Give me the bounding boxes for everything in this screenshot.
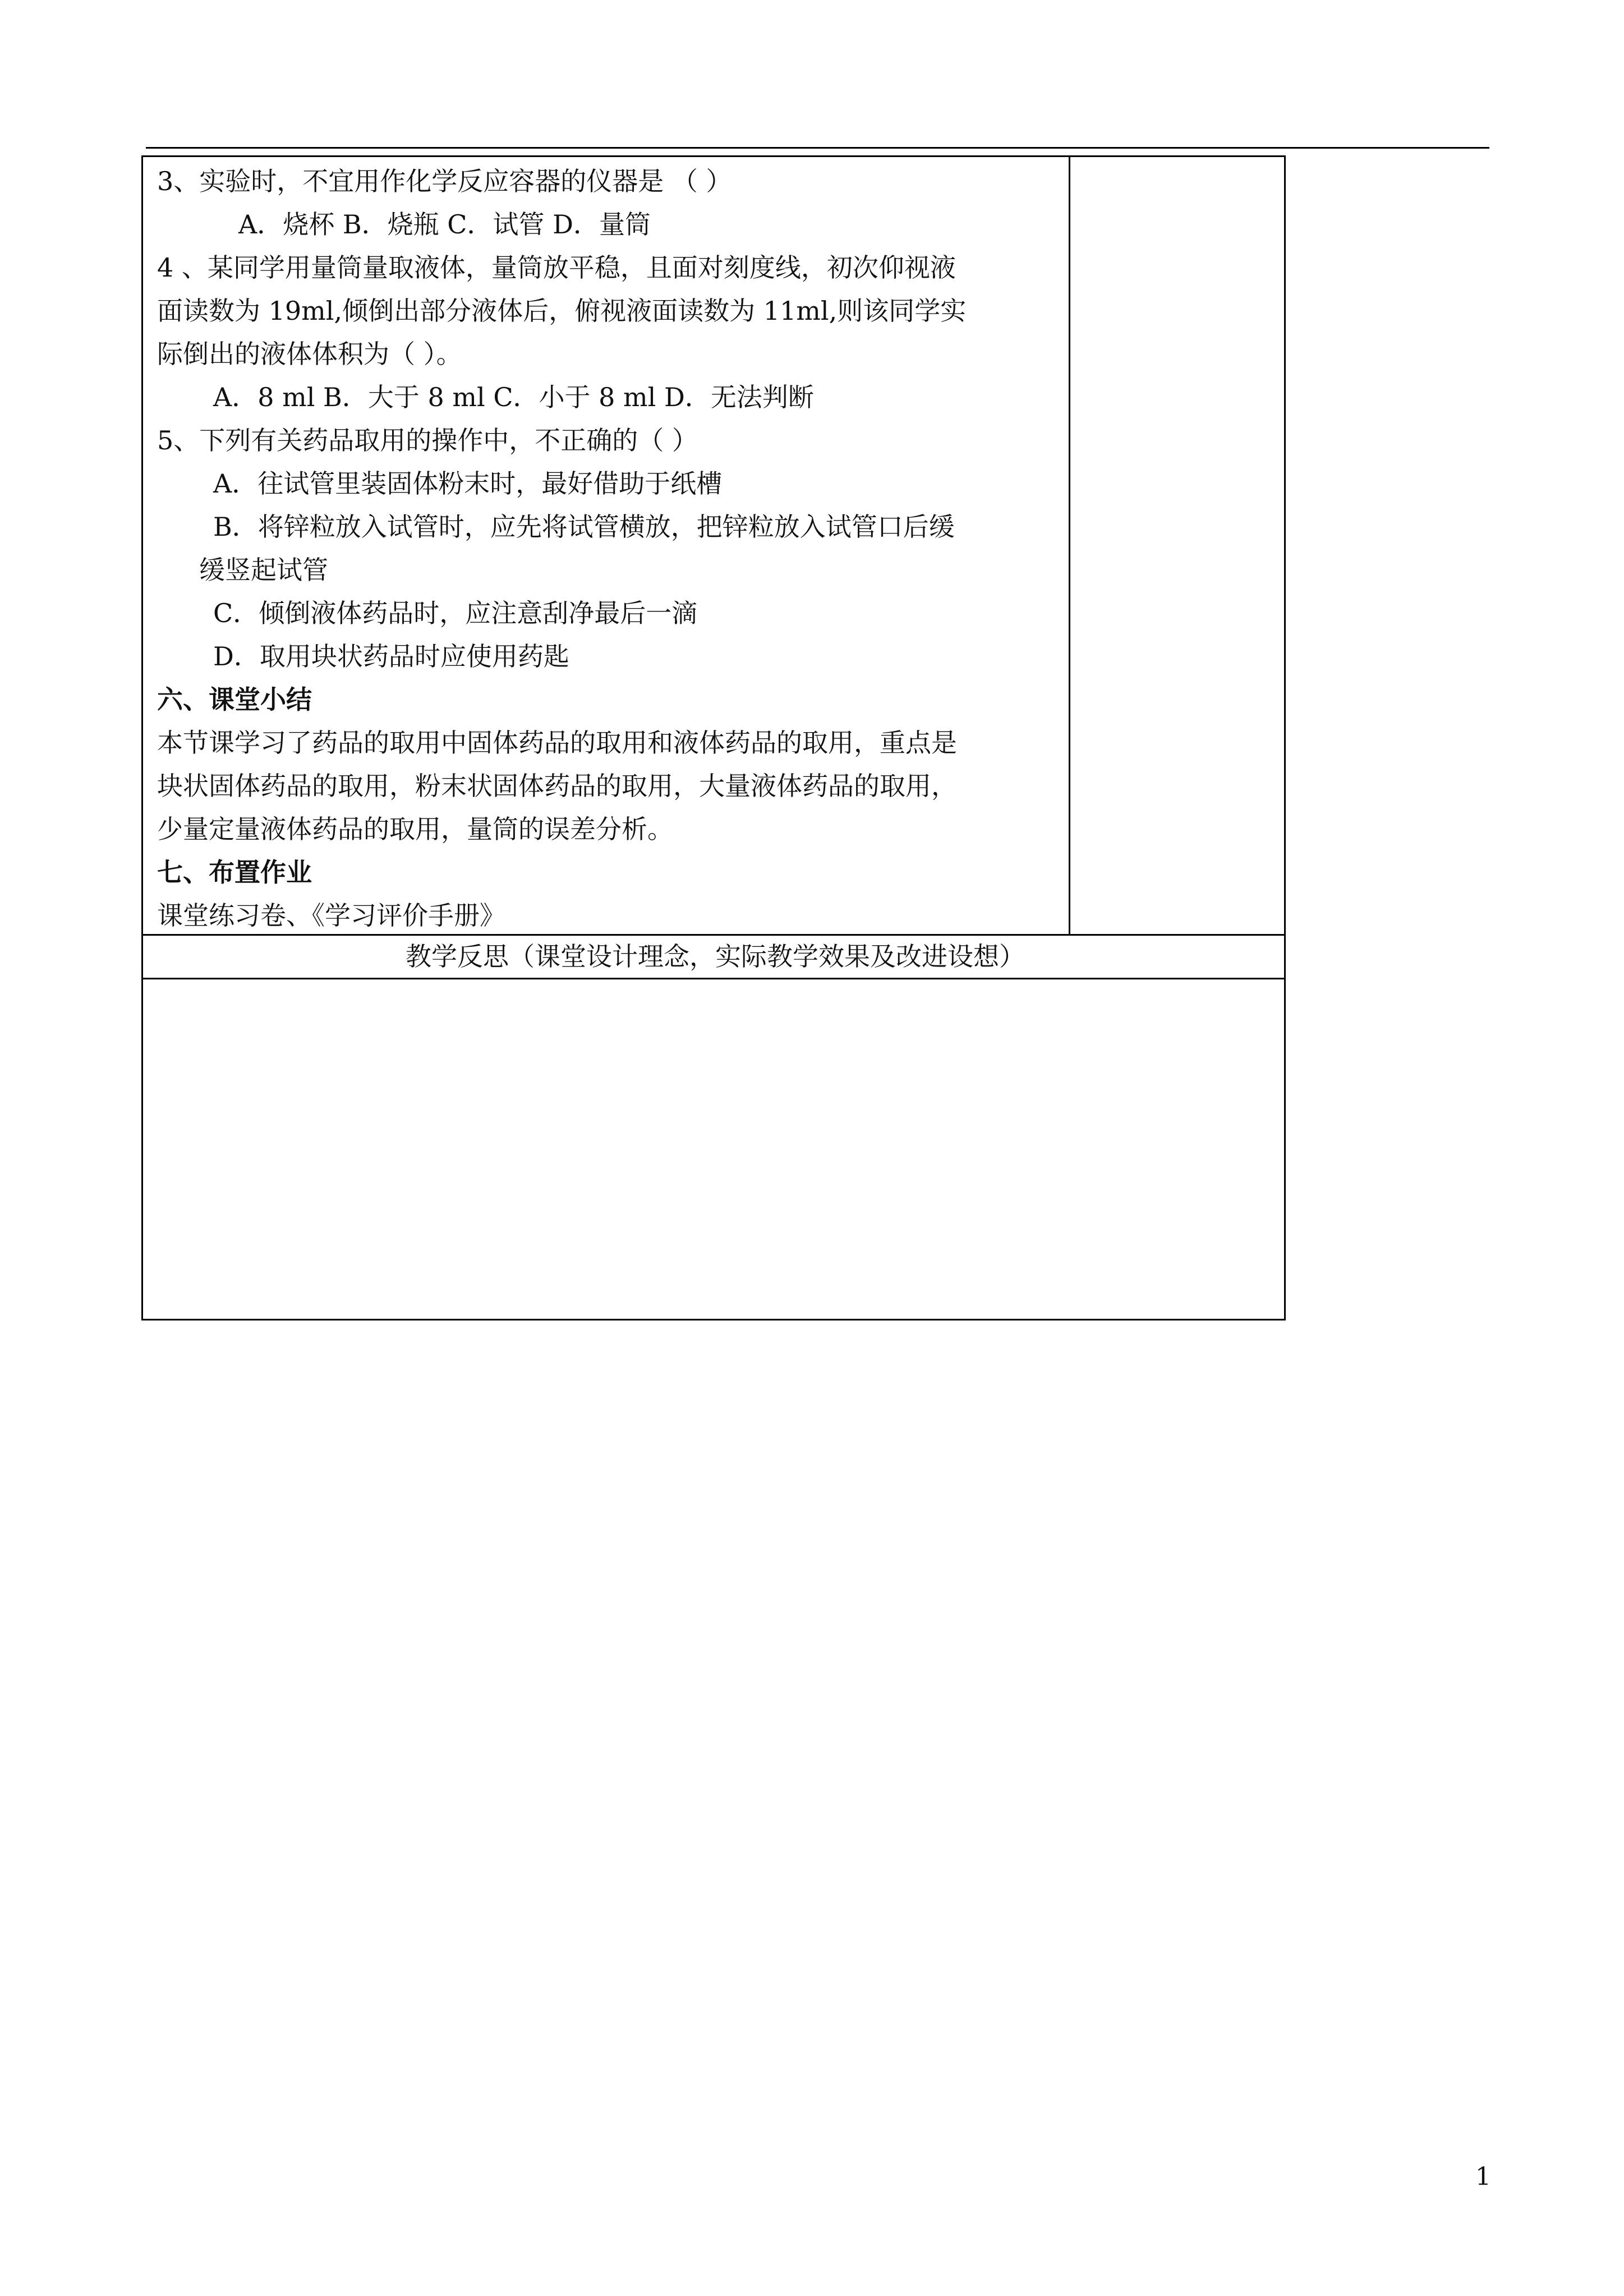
reflection-title: 教学反思（课堂设计理念，实际教学效果及改进设想）: [406, 941, 1025, 972]
summary-line3: 少量定量液体药品的取用，量筒的误差分析。: [157, 814, 673, 844]
lesson-content-cell: [157, 160, 1060, 937]
question-4-stem-line1: 4 、某同学用量筒量取液体，量筒放平稳，且面对刻度线，初次仰视液: [157, 252, 956, 283]
reflection-body-cell: [143, 979, 1284, 1319]
notes-column-divider: [1069, 157, 1070, 934]
question-4-stem-line2: 面读数为 19ml,倾倒出部分液体后，俯视液面读数为 11ml,则该同学实: [157, 296, 967, 326]
question-5-option-a: A．往试管里装固体粉末时，最好借助于纸槽: [213, 468, 723, 499]
question-3-stem: 3、实验时，不宜用作化学反应容器的仪器是 （ ）: [157, 166, 732, 196]
question-5-stem: 5、下列有关药品取用的操作中，不正确的（ ）: [157, 425, 698, 455]
homework-text: 课堂练习卷、《学习评价手册》: [157, 900, 505, 931]
page-number: 1: [1475, 2162, 1491, 2191]
lesson-plan-table: [141, 155, 1286, 1320]
question-5-option-c: C．倾倒液体药品时，应注意刮净最后一滴: [213, 598, 698, 628]
summary-line1: 本节课学习了药品的取用中固体药品的取用和液体药品的取用，重点是: [157, 728, 957, 758]
homework-heading: 七、布置作业: [157, 857, 312, 887]
question-4-options: A．8 ml B．大于 8 ml C．小于 8 ml D．无法判断: [213, 382, 814, 412]
header-rule: [146, 147, 1489, 149]
question-5-option-b-line2: 缓竖起试管: [199, 555, 328, 585]
summary-line2: 块状固体药品的取用，粉末状固体药品的取用，大量液体药品的取用，: [157, 771, 957, 801]
question-4-stem-line3: 际倒出的液体体积为（ ）。: [157, 339, 462, 369]
question-5-option-d: D．取用块状药品时应使用药匙: [213, 641, 569, 671]
summary-heading: 六、课堂小结: [157, 684, 312, 715]
question-5-option-b-line1: B．将锌粒放入试管时，应先将试管横放，把锌粒放入试管口后缓: [213, 512, 955, 542]
question-3-options: A．烧杯 B．烧瓶 C．试管 D．量筒: [238, 209, 651, 240]
